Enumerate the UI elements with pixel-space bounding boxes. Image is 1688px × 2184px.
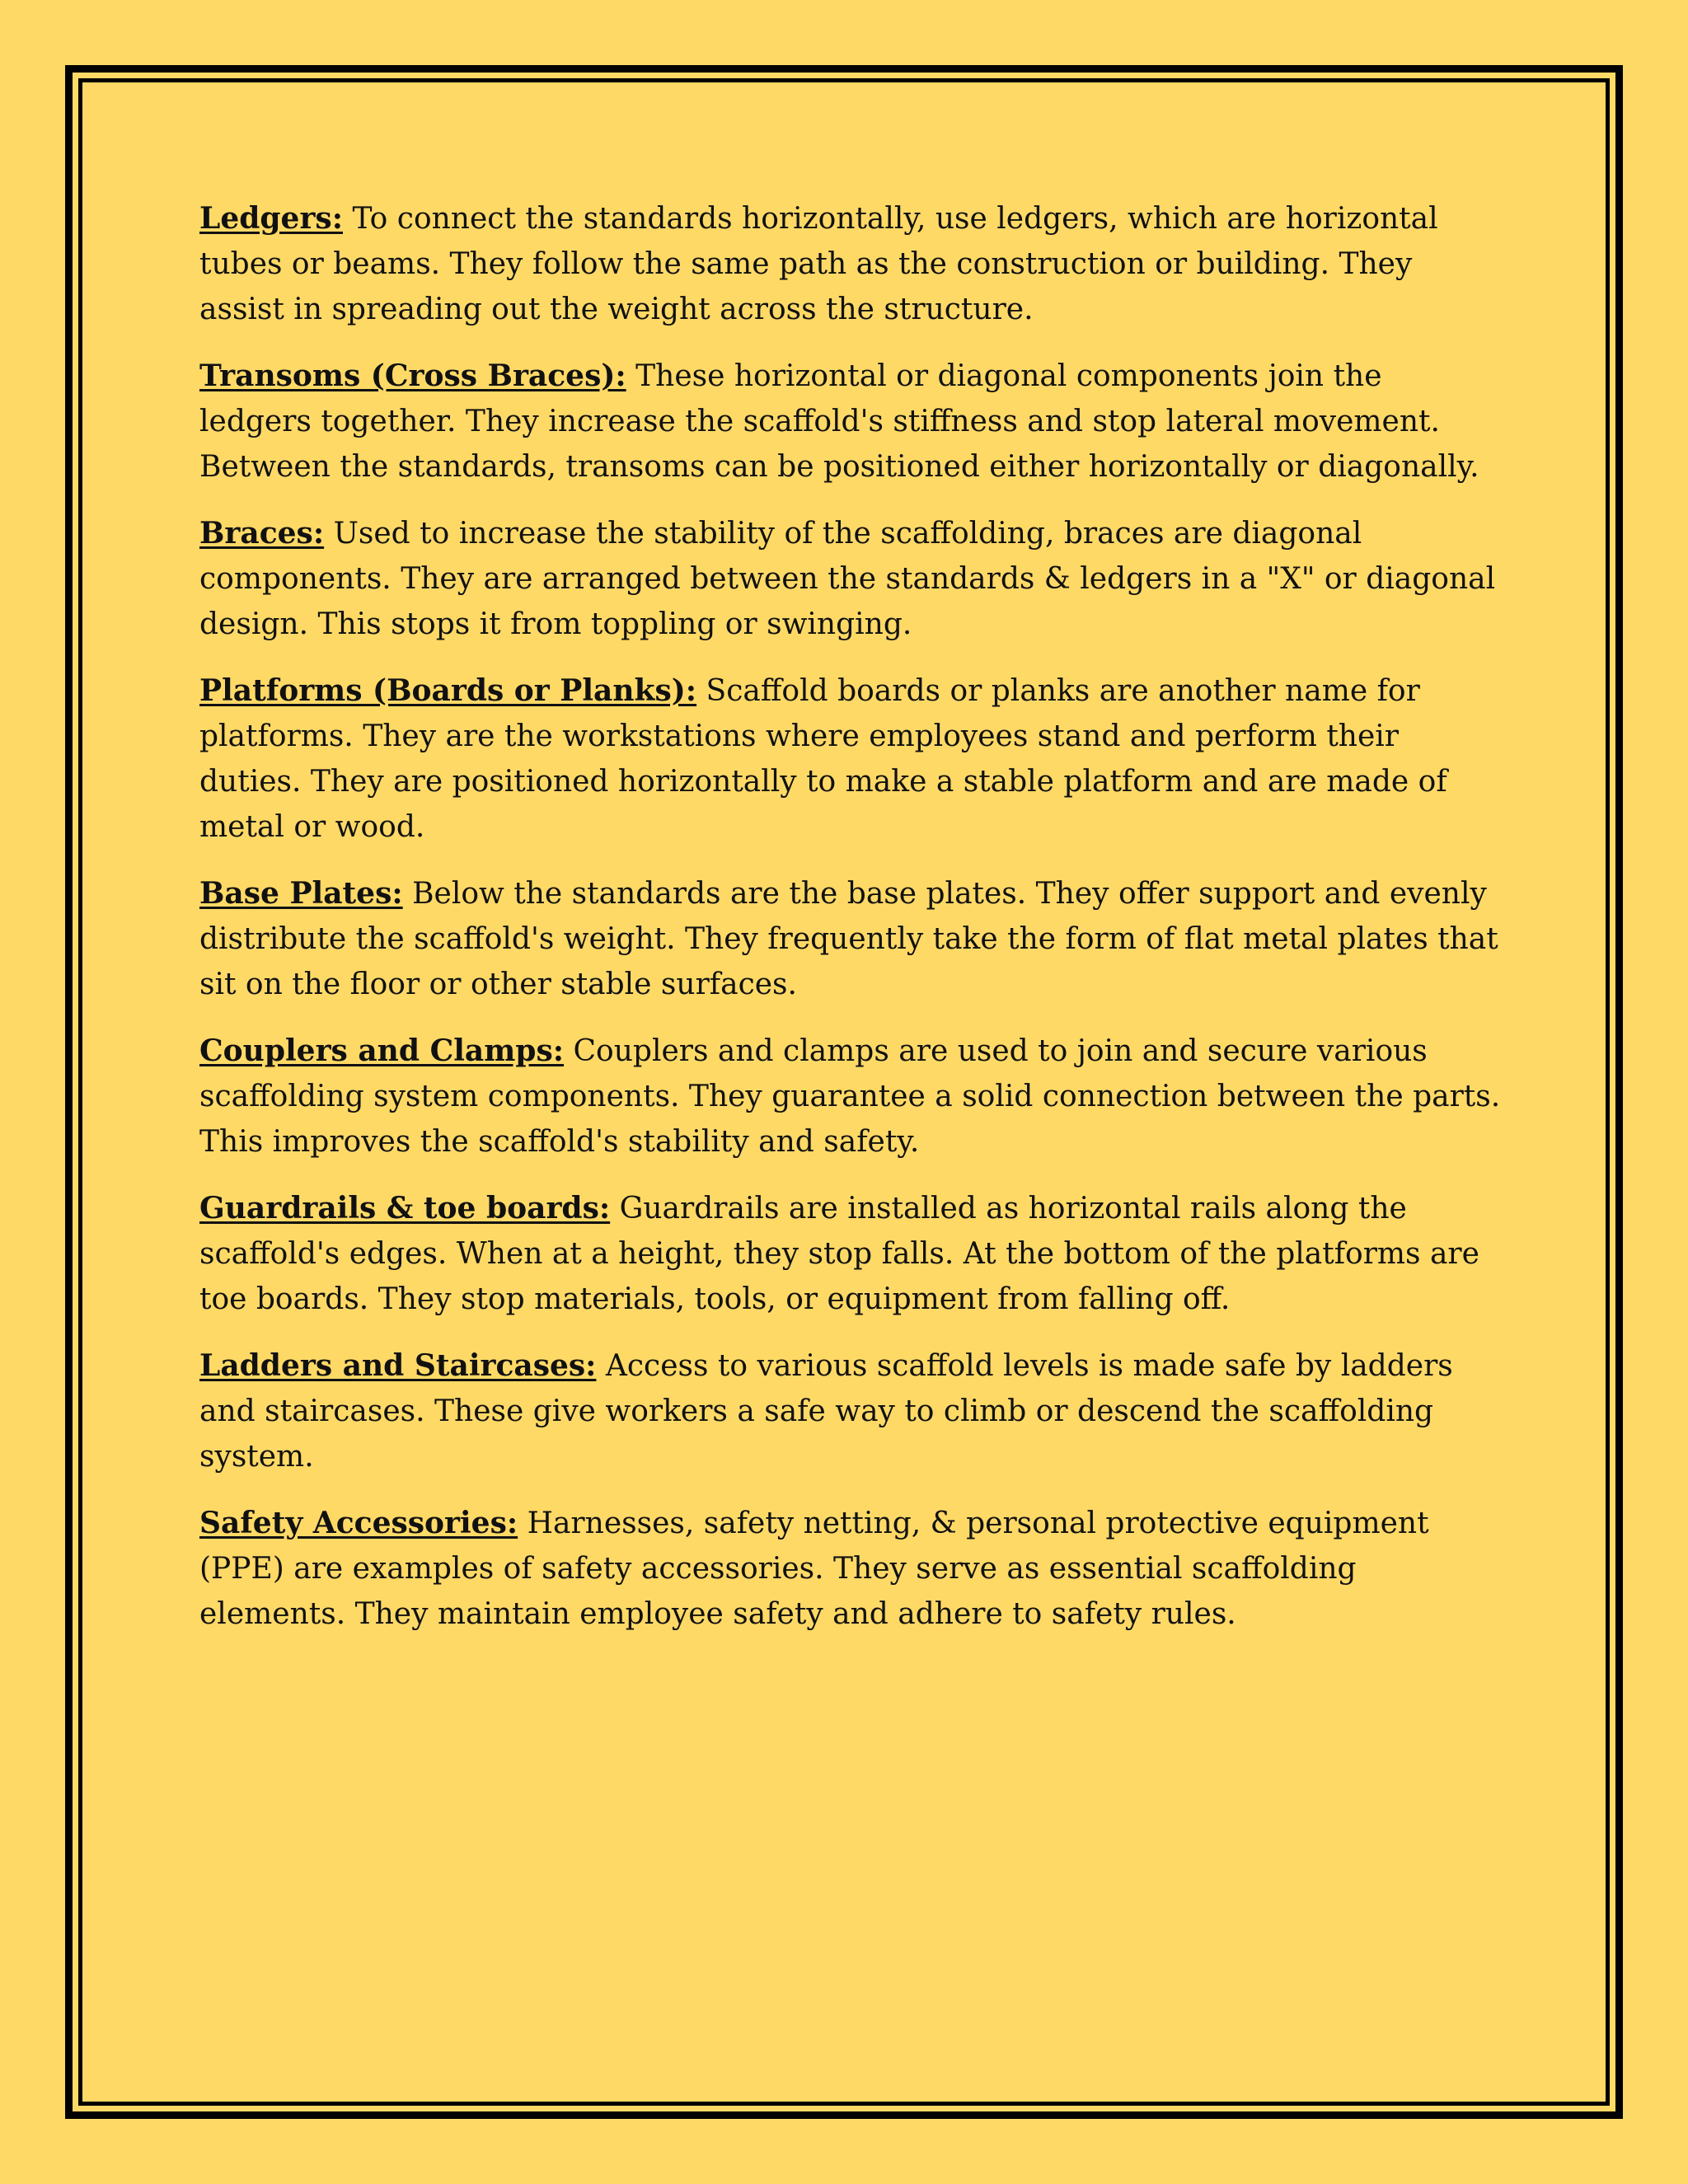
term-description: These horizontal or diagonal components join the ledgers together. They increase the scaffold's stiffness and stop lateral movement. Between the standards, transoms can be positioned either horizontally or diagonally.: [199, 359, 1479, 484]
term-description: Harnesses, safety netting, & personal protective equipment (PPE) are examples of safety accessories. They serve as essential scaffolding elements. They maintain employee safety and adhere to safety rules.: [199, 1507, 1429, 1631]
term-heading: Couplers and Clamps:: [199, 1033, 565, 1068]
term-heading: Ledgers:: [199, 201, 343, 236]
term-description: To connect the standards horizontally, use ledgers, which are horizontal tubes or beams. They follow the same path as the construction or building. They assist in spreading out the weight across the structure.: [199, 202, 1438, 326]
term-heading: Ladders and Staircases:: [199, 1348, 597, 1383]
term-description: Guardrails are installed as horizontal rails along the scaffold's edges. When at a height, they stop falls. At the bottom of the platforms are toe boards. They stop materials, tools, or equipment from falling off.: [199, 1192, 1479, 1316]
entry-couplers-clamps: [199, 1029, 1502, 1165]
term-heading: Braces:: [199, 516, 325, 551]
entry-ladders-staircases: [199, 1343, 1502, 1479]
term-description: Used to increase the stability of the scaffolding, braces are diagonal components. They are arranged between the standards & ledgers in a "X" or diagonal design. This stops it from toppling or swinging.: [199, 517, 1496, 641]
term-description: Below the standards are the base plates. They offer support and evenly distribute the scaffold's weight. They frequently take the form of flat metal plates that sit on the floor or other stable surfaces.: [199, 877, 1498, 1001]
entry-base-plates: [199, 871, 1502, 1007]
document-body: [199, 196, 1502, 1658]
entry-safety-accessories: [199, 1501, 1502, 1637]
entry-braces: [199, 511, 1502, 647]
term-description: Access to various scaffold levels is made safe by ladders and staircases. These give workers a safe way to climb or descend the scaffolding system.: [199, 1349, 1453, 1474]
entry-ledgers: [199, 196, 1502, 332]
term-heading: Guardrails & toe boards:: [199, 1191, 611, 1226]
entry-guardrails: [199, 1186, 1502, 1322]
term-description: Scaffold boards or planks are another name for platforms. They are the workstations where employees stand and perform their duties. They are positioned horizontally to make a stable platform and are made of metal or wood.: [199, 674, 1447, 844]
entry-platforms: [199, 668, 1502, 850]
entry-transoms: [199, 354, 1502, 490]
term-description: Couplers and clamps are used to join and secure various scaffolding system components. They guarantee a solid connection between the parts. This improves the scaffold's stability and safety.: [199, 1034, 1501, 1159]
term-heading: Platforms (Boards or Planks):: [199, 673, 697, 708]
term-heading: Transoms (Cross Braces):: [199, 359, 626, 393]
term-heading: Base Plates:: [199, 876, 403, 911]
term-heading: Safety Accessories:: [199, 1506, 518, 1540]
